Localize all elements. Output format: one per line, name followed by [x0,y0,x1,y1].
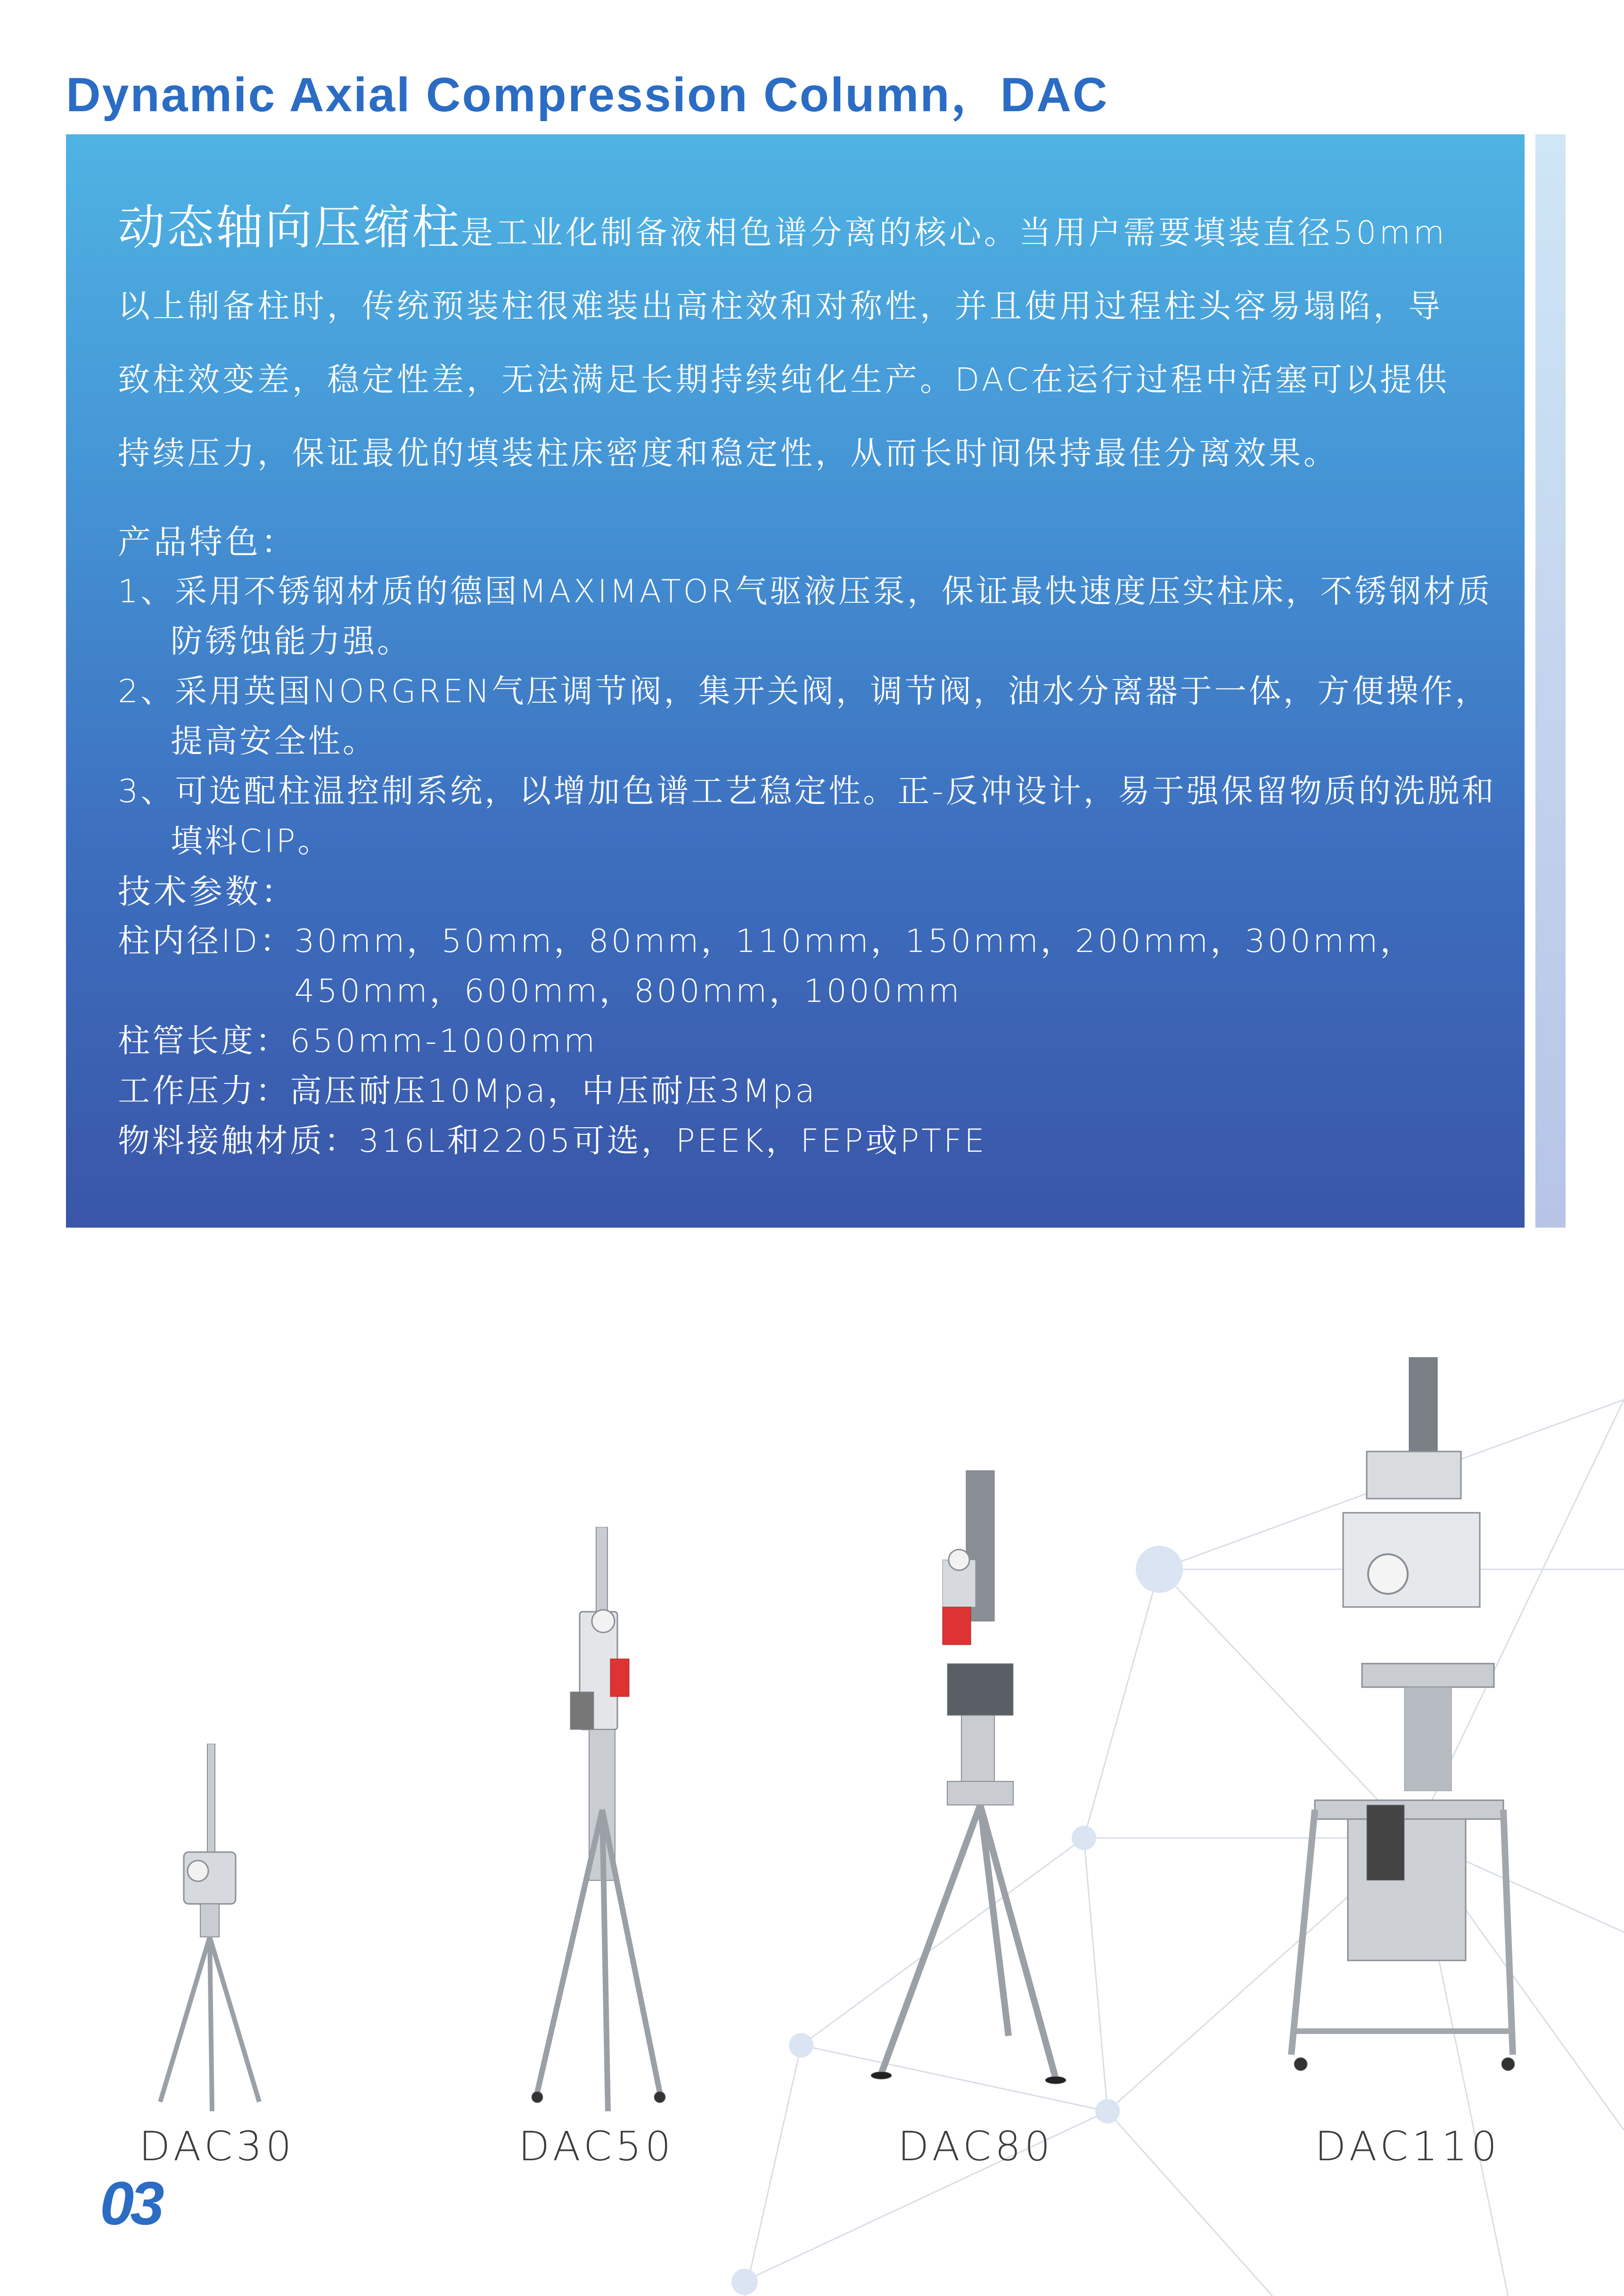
spec-row [118,1017,1508,1066]
spec-value: 316L和2205可选，PEEK，FEP或PTFE [359,1123,987,1160]
intro-lead: 动态轴向压缩柱 [118,200,461,255]
product-label-dac80: DAC80 [898,2123,1054,2170]
spec-key: 物料接触材质： [118,1123,359,1160]
intro-text: 是工业化制备液相色谱分离的核心。当用户需要填装直径50mm以上制备柱时，传统预装柱很难装出高柱效和对称性，并且使用过程柱头容易塌陷，导致柱效变差，稳定性差，无法满足长期持续纯化生产。DAC在运行过程中活塞可以提供持续压力，保证最优的填装柱床密度和稳定性，从而长时间保持最佳分离效果。 [118,214,1450,472]
product-label-dac110: DAC110 [1315,2123,1501,2170]
dac30-product-image [141,1744,283,2121]
spec-value: 高压耐压10Mpa，中压耐压3Mpa [290,1073,817,1110]
feature-item: 2、采用英国NORGREN气压调节阀，集开关阀，调节阀，油水分离器于一体，方便操作，提高安全性。 [118,673,1490,760]
spec-row [118,917,1508,1017]
spec-key: 柱内径ID： [118,923,295,960]
page-number: 03 [100,2169,161,2238]
product-label-dac30: DAC30 [139,2123,295,2170]
dac80-product-image [867,1470,1074,2088]
spec-key: 工作压力： [118,1073,290,1110]
feature-item: 1、采用不锈钢材质的德国MAXIMATOR气驱液压泵，保证最快速度压实柱床，不锈钢材质防锈蚀能力强。 [118,573,1493,660]
page-title: Dynamic Axial Compression Column，DAC [66,68,1109,122]
spec-row [118,1116,1508,1166]
spec-key: 柱管长度： [118,1023,290,1060]
dac50-product-image [518,1527,679,2121]
spec-value: 650mm-1000mm [290,1023,598,1060]
intro-paragraph [118,191,1475,491]
spec-value: 30mm，50mm，80mm，110mm，150mm，200mm，300mm，450mm，600mm，800mm，1000mm [294,923,1415,1010]
product-label-dac50: DAC50 [518,2123,675,2170]
specs-heading: 技术参数： [118,872,297,911]
feature-item: 3、可选配柱温控制系统，以增加色谱工艺稳定性。正-反冲设计，易于强保留物质的洗脱和填料CIP。 [118,773,1496,860]
side-accent-bar [1535,134,1566,1228]
features-heading: 产品特色： [118,523,297,561]
spec-row [118,1066,1508,1116]
dac110-product-image [1272,1357,1527,2083]
description-panel [66,134,1525,1228]
